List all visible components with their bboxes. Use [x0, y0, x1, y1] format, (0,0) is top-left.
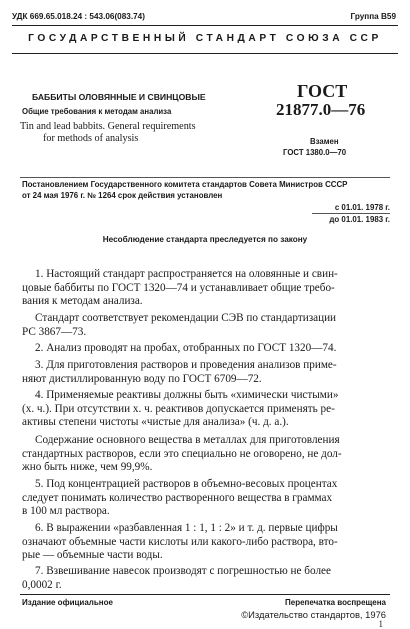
- gost-number: 21877.0—76: [276, 100, 366, 119]
- header-bottom-rule: [12, 53, 398, 54]
- paragraph-8: [22, 522, 338, 563]
- copyright: ©Издательство стандартов, 1976: [241, 609, 386, 620]
- gost-label: ГОСТ: [297, 81, 348, 101]
- paragraph-5-line: (х. ч.). При отсутствии х. ч. реактивов допускается применять ре-: [22, 402, 335, 415]
- subtitle-ru: Общие требования к методам анализа: [22, 107, 172, 116]
- paragraph-4-line: няют дистиллированную воду по ГОСТ 6709—72.: [22, 372, 262, 385]
- paragraph-4: [22, 359, 337, 386]
- decree-line-1: Постановлением Государственного комитета стандартов Совета Министров СССР: [22, 180, 348, 189]
- paragraph-6: [22, 434, 342, 475]
- paragraph-7-line: следует понимать количество растворенного вещества в граммах: [22, 491, 333, 504]
- state-standard-banner: ГОСУДАРСТВЕННЫЙ СТАНДАРТ СОЮЗА ССР: [28, 33, 382, 44]
- decree-from-date: с 01.01. 1978 г.: [334, 203, 390, 212]
- paragraph-1-line: 1. Настоящий стандарт распространяется на оловянные и свин-: [35, 268, 338, 280]
- paragraph-1-line: вания к методам анализа.: [22, 295, 143, 308]
- title-en-line-2: for methods of analysis: [43, 133, 139, 144]
- title-en-line-1: Tin and lead babbits. General requirements: [20, 121, 196, 132]
- paragraph-5-line: 4. Применяемые реактивы должны быть «химически чистыми»: [35, 389, 339, 401]
- paragraph-9-line: 7. Взвешивание навесок производят с погрешностью не более: [35, 565, 331, 577]
- paragraph-2: [22, 312, 336, 339]
- page-number: 1: [378, 619, 383, 629]
- paragraph-1-line: цовые баббиты по ГОСТ 1320—74 и устанавливает общие требо-: [22, 281, 335, 294]
- decree-rule: [20, 177, 390, 178]
- paragraph-4-line: 3. Для приготовления растворов и проведения анализов приме-: [35, 359, 337, 371]
- paragraph-7: [22, 478, 337, 519]
- decree-line-2: от 24 мая 1976 г. № 1264 срок действия установлен: [22, 191, 223, 200]
- udc-code: УДК 669.65.018.24 : 543.06(083.74): [12, 12, 145, 21]
- decree-warning: Несоблюдение стандарта преследуется по закону: [102, 235, 308, 244]
- decree-to-date: до 01.01. 1983 г.: [329, 215, 390, 224]
- paragraph-7-line: в 100 мл раствора.: [22, 505, 110, 518]
- paragraph-9: [22, 565, 331, 592]
- paragraph-2-line: РС 3867—73.: [22, 325, 87, 338]
- paragraph-5: [22, 389, 338, 430]
- group-code: Группа В59: [350, 12, 396, 21]
- paragraph-2-line: Стандарт соответствует рекомендации СЭВ по стандартизации: [35, 312, 337, 324]
- paragraph-9-line: 0,0002 г.: [22, 578, 62, 591]
- title-ru: БАББИТЫ ОЛОВЯННЫЕ И СВИНЦОВЫЕ: [32, 92, 206, 102]
- replaces-value: ГОСТ 1380.0—70: [283, 148, 347, 157]
- header-top-rule: [12, 25, 398, 26]
- paragraph-6-line: стандартных растворов, если это специально не оговорено, не дол-: [22, 447, 342, 460]
- paragraph-6-line: жно быть ниже, чем 99,9%.: [22, 461, 153, 474]
- paragraph-3-line: 2. Анализ проводят на пробах, отобранных по ГОСТ 1320—74.: [35, 342, 337, 354]
- paragraph-6-line: Содержание основного вещества в металлах для приготовления: [35, 434, 340, 446]
- replaces-label: Взамен: [310, 137, 339, 146]
- footer-rule: [20, 594, 390, 595]
- paragraph-5-line: активы степени чистоты «чистые для анализа» (ч. д. а.).: [22, 416, 289, 429]
- paragraph-8-line: 6. В выражении «разбавленная 1 : 1, 1 : 2» и т. д. первые цифры: [35, 522, 338, 534]
- paragraph-8-line: рые — объемные части воды.: [22, 549, 163, 562]
- paragraph-3: [22, 342, 336, 356]
- paragraph-8-line: означают объемные части кислоты или какого-либо раствора, вто-: [22, 535, 338, 548]
- official-edition: Издание официальное: [22, 598, 113, 607]
- paragraph-7-line: 5. Под концентрацией растворов в объемно-весовых процентах: [35, 478, 338, 490]
- paragraph-1: [22, 268, 338, 309]
- decree-date-rule: [312, 213, 390, 214]
- reprint-prohibited: Перепечатка воспрещена: [285, 598, 386, 607]
